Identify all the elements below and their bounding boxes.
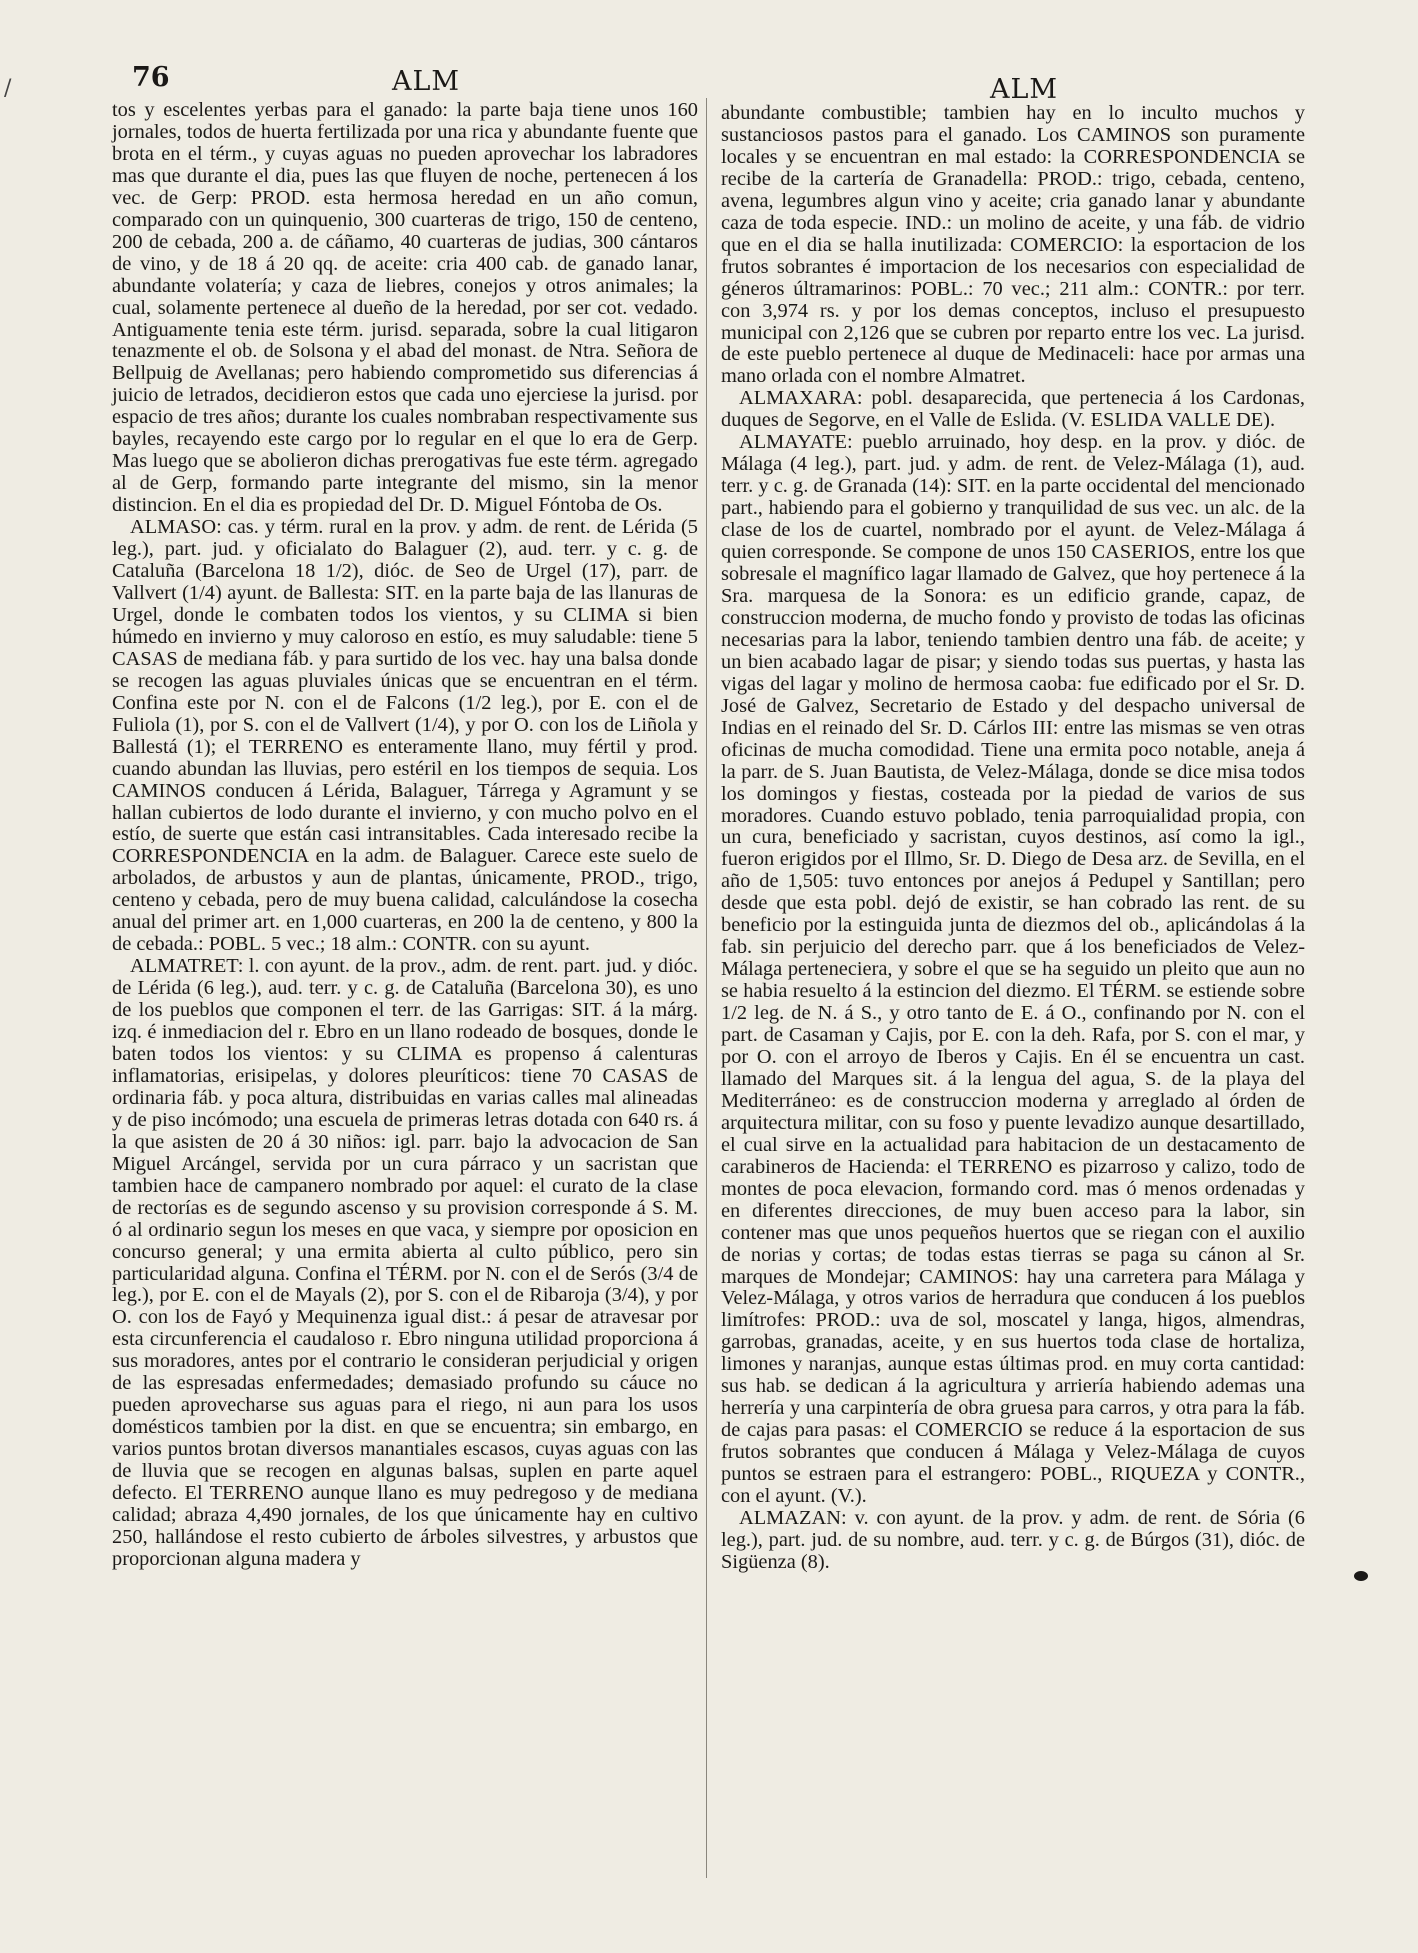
entry-almaso: ALMASO: cas. y térm. rural en la prov. y adm. de rent. de Lérida (5 leg.), part. jud. y oficialato do Balaguer (2), aud. terr. y c. g. de Cataluña (Barcelona 18 1/2), dióc. de Seo de Urgel (17), parr. de Vallvert (1/4) ayunt. de Ballesta: SIT. en la parte baja de las llanuras de Urgel, donde le combaten todos los vientos, y su CLIMA si bien húmedo en invierno y muy caloroso en estío, es muy saludable: tiene 5 CASAS de mediana fáb. y para surtido de los vec. hay una balsa donde se recogen las aguas pluviales únicas que se encuentran en el térm. Confina este por N. con el de Falcons (1/2 leg.), por E. con el de Fuliola (1), por S. con el de Vallvert (1/4), y por O. con los de Liñola y Ballestá (1); el TERRENO es enteramente llano, muy fértil y prod. cuando abundan las lluvias, pero estéril en los tiempos de sequia. Los CAMINOS conducen á Lérida, Balaguer, Tárrega y Agramunt y se hallan cubiertos de lodo durante el invierno, y con mucho polvo en el estío, de suerte que están casi intransitables. Cada interesado recibe la CORRESPONDENCIA en la adm. de Balaguer. Carece este suelo de arbolados, de arbustos y aun de plantas, únicamente, PROD., trigo, centeno y cebada, pero de muy buena calidad, calculándose la cosecha anual del primer art. en 1,000 cuarteras, en 200 la de centeno, y 800 la de cebada.: POBL. 5 vec.; 18 alm.: CONTR. con su ayunt. <box>112 516 698 956</box>
ink-blot <box>1354 1571 1368 1581</box>
entry-almatret-continued: abundante combustible; tambien hay en lo inculto muchos y sustanciosos pastos para el ganado. Los CAMINOS son puramente locales y se encuentran en mal estado: la CORRESPONDENCIA se recibe de la cartería de Granadella: PROD.: trigo, cebada, centeno, avena, legumbres algun vino y aceite; cria ganado lanar y abundante caza de toda especie. IND.: un molino de aceite, y una fáb. de vidrio que en el dia se halla inutilizada: COMERCIO: la esportacion de los frutos sobrantes é importacion de los necesarios con especialidad de géneros últramarinos: POBL.: 70 vec.; 211 alm.: CONTR.: por terr. con 3,974 rs. y por los demas conceptos, incluso el presupuesto municipal con 2,126 que se cubren por reparto entre los vec. La jurisd. de este pueblo pertenece al duque de Medinaceli: hace por armas una mano orlada con el nombre Almatret. <box>721 102 1305 388</box>
running-head-right: ALM <box>990 74 1059 105</box>
page-number: 76 <box>132 62 170 93</box>
right-column <box>721 103 1305 1574</box>
column-divider <box>706 98 707 1878</box>
left-column <box>112 100 698 1571</box>
entry-almaxara: ALMAXARA: pobl. desaparecida, que pertenecia á los Cardonas, duques de Segorve, en el Valle de Eslida. (V. ESLIDA VALLE DE). <box>721 387 1305 432</box>
margin-tick-mark: / <box>4 76 12 101</box>
entry-almazan: ALMAZAN: v. con ayunt. de la prov. y adm. de rent. de Sória (6 leg.), part. jud. de su nombre, aud. terr. y c. g. de Búrgos (31), dióc. de Sigüenza (8). <box>721 1507 1305 1573</box>
running-head-left: ALM <box>392 66 461 97</box>
entry-almatret: ALMATRET: l. con ayunt. de la prov., adm. de rent. part. jud. y dióc. de Lérida (6 leg.), aud. terr. y c. g. de Cataluña (Barcelona 30), es uno de los pueblos que componen el terr. de las Garrigas: SIT. á la márg. izq. é inmediacion del r. Ebro en un llano rodeado de bosques, donde le baten todos los vientos: y su CLIMA es propenso á calenturas inflamatorias, erisipelas, y dolores pleuríticos: tiene 70 CASAS de ordinaria fáb. y poca altura, distribuidas en varias calles mal alineadas y de piso incómodo; una escuela de primeras letras dotada con 640 rs. á la que asisten de 20 á 30 niños: igl. parr. bajo la advocacion de San Miguel Arcángel, servida por un cura párraco y un sacristan que tambien hace de campanero nombrado por aquel: el curato de la clase de rectorías es de segundo ascenso y su provision corresponde á S. M. ó al ordinario segun los meses en que vaca, y siempre por oposicion en concurso general; y una ermita abierta al culto público, pero sin particularidad alguna. Confina el TÉRM. por N. con el de Serós (3/4 de leg.), por E. con el de Mayals (2), por S. con el de Ribaroja (3/4), y por O. con los de Fayó y Mequinenza igual dist.: á pesar de atravesar por esta circunferencia el caudaloso r. Ebro ninguna utilidad proporciona á sus moradores, antes por el contrario le consideran perjudicial y origen de las espresadas enfermedades; demasiado profundo su cáuce no pueden aprovecharse sus aguas para el riego, ni aun para los usos domésticos tambien por la dist. en que se encuentra; sin embargo, en varios puntos brotan diversos manantiales escasos, cuyas aguas con las de lluvia que se recogen en algunas balsas, suplen en parte aquel defecto. El TERRENO aunque llano es muy pedregoso y de mediana calidad; abraza 4,490 jornales, de los que únicamente hay en cultivo 250, hallándose el resto cubierto de árboles silvestres, y arbustos que proporcionan alguna madera y <box>112 955 698 1570</box>
entry-continuation: tos y escelentes yerbas para el ganado: la parte baja tiene unos 160 jornales, todos de huerta fertilizada por una rica y abundante fuente que brota en el térm., y cuyas aguas no pueden aprovechar los labradores mas que durante el dia, pues las que fluyen de noche, pertenecen á los vec. de Gerp: PROD. esta hermosa heredad en un año comun, comparado con un quinquenio, 300 cuarteras de trigo, 150 de centeno, 200 de cebada, 200 a. de cáñamo, 40 cuarteras de judias, 300 cántaros de vino, y de 18 á 20 qq. de aceite: cria 400 cab. de ganado lanar, abundante volatería; y caza de liebres, conejos y otros animales; la cual, solamente pertenece al dueño de la heredad, por ser cot. vedado. Antiguamente tenia este térm. jurisd. separada, sobre la cual litigaron tenazmente el ob. de Solsona y el abad del monast. de Ntra. Señora de Bellpuig de Avellanas; pero habiendo comprometido sus diferencias á juicio de letrados, decidieron estos que cada uno ejerciese la jurisd. por espacio de tres años; durante los cuales nombraban respectivamente sus bayles, recayendo este cargo por lo regular en el que lo era de Gerp. Mas luego que se abolieron dichas prerogativas fue este térm. agregado al de Gerp, formando parte integrante del mismo, sin la menor distincion. En el dia es propiedad del Dr. D. Miguel Fóntoba de Os. <box>112 99 698 517</box>
entry-almayate: ALMAYATE: pueblo arruinado, hoy desp. en la prov. y dióc. de Málaga (4 leg.), part. jud. y adm. de rent. de Velez-Málaga (1), aud. terr. y c. g. de Granada (14): SIT. en la parte occidental del mencionado part., habiendo para el gobierno y tranquilidad de sus vec. un alc. de la clase de los de cuartel, nombrado por el ayunt. de Velez-Málaga á quien corresponde. Se compone de unos 150 CASERIOS, entre los que sobresale el magnífico lagar llamado de Galvez, que hoy pertenece á la Sra. marquesa de la Sonora: es un edificio grande, capaz, de construccion moderna, de mucho fondo y provisto de todas las oficinas necesarias para la labor, teniendo tambien dentro una fáb. de aceite; y un bien acabado lagar de pisar; y siendo todas sus puertas, y hasta las vigas del lagar y molino de hermosa caoba: fue edificado por el Sr. D. José de Galvez, Secretario de Estado y del despacho universal de Indias en el reinado del Sr. D. Cárlos III: entre las mismas se ven otras oficinas de mucha comodidad. Tiene una ermita poco notable, aneja á la parr. de S. Juan Bautista, de Velez-Málaga, donde se dice misa todos los domingos y fiestas, costeada por la piedad de varios de sus moradores. Cuando estuvo poblado, tenia parroquialidad propia, con un cura, beneficiado y sacristan, cuyos destinos, así como la igl., fueron erigidos por el Illmo, Sr. D. Diego de Desa arz. de Sevilla, en el año de 1,505: tuvo entonces por anejos á Pedupel y Santillan; pero desde que esta pobl. dejó de existir, se han cobrado las rent. de su beneficio por la estinguida junta de diezmos del ob., aplicándolas á la fab. sin perjuicio del derecho parr. que á los beneficiados de Velez-Málaga perteneciera, y sobre el que se ha seguido un pleito que aun no se habia resuelto á la estincion del diezmo. El TÉRM. se estiende sobre 1/2 leg. de N. á S., y otro tanto de E. á O., confinando por N. con el part. de Casaman y Cajis, por E. con la deh. Rafa, por S. con el mar, y por O. con el arroyo de Iberos y Cajis. En él se encuentra un cast. llamado del Marques sit. á la lengua del agua, S. de la playa del Mediterráneo: es de construccion moderna y arreglado al órden de arquitectura militar, con su foso y puente levadizo aunque desartillado, el cual sirve en la actualidad para habitacion de un destacamento de carabineros de Hacienda: el TERRENO es pizarroso y calizo, todo de montes de poca elevacion, formando cord. mas ó menos ordenadas y en diferentes direcciones, de muy buen acceso para la labor, sin contener mas que unos pequeños huertos que se riegan con el auxilio de norias y cortas; de todas estas tierras se paga su cánon al Sr. marques de Mondejar; CAMINOS: hay una carretera para Málaga y Velez-Málaga, y otros varios de herradura que conducen á los pueblos limítrofes: PROD.: uva de sol, moscatel y langa, higos, almendras, garrobas, granadas, aceite, y en sus huertos toda clase de hortaliza, limones y naranjas, aunque estas últimas prod. en muy corta cantidad: sus hab. se dedican á la agricultura y arriería habiendo ademas una herrería y una carpintería de obra gruesa para carros, y otra para la fáb. de cajas para pasas: el COMERCIO se reduce á la esportacion de sus frutos sobrantes que conducen á Málaga y Velez-Málaga de cuyos puntos se estraen para el estrangero: POBL., RIQUEZA y CONTR., con el ayunt. (V.). <box>721 431 1305 1508</box>
